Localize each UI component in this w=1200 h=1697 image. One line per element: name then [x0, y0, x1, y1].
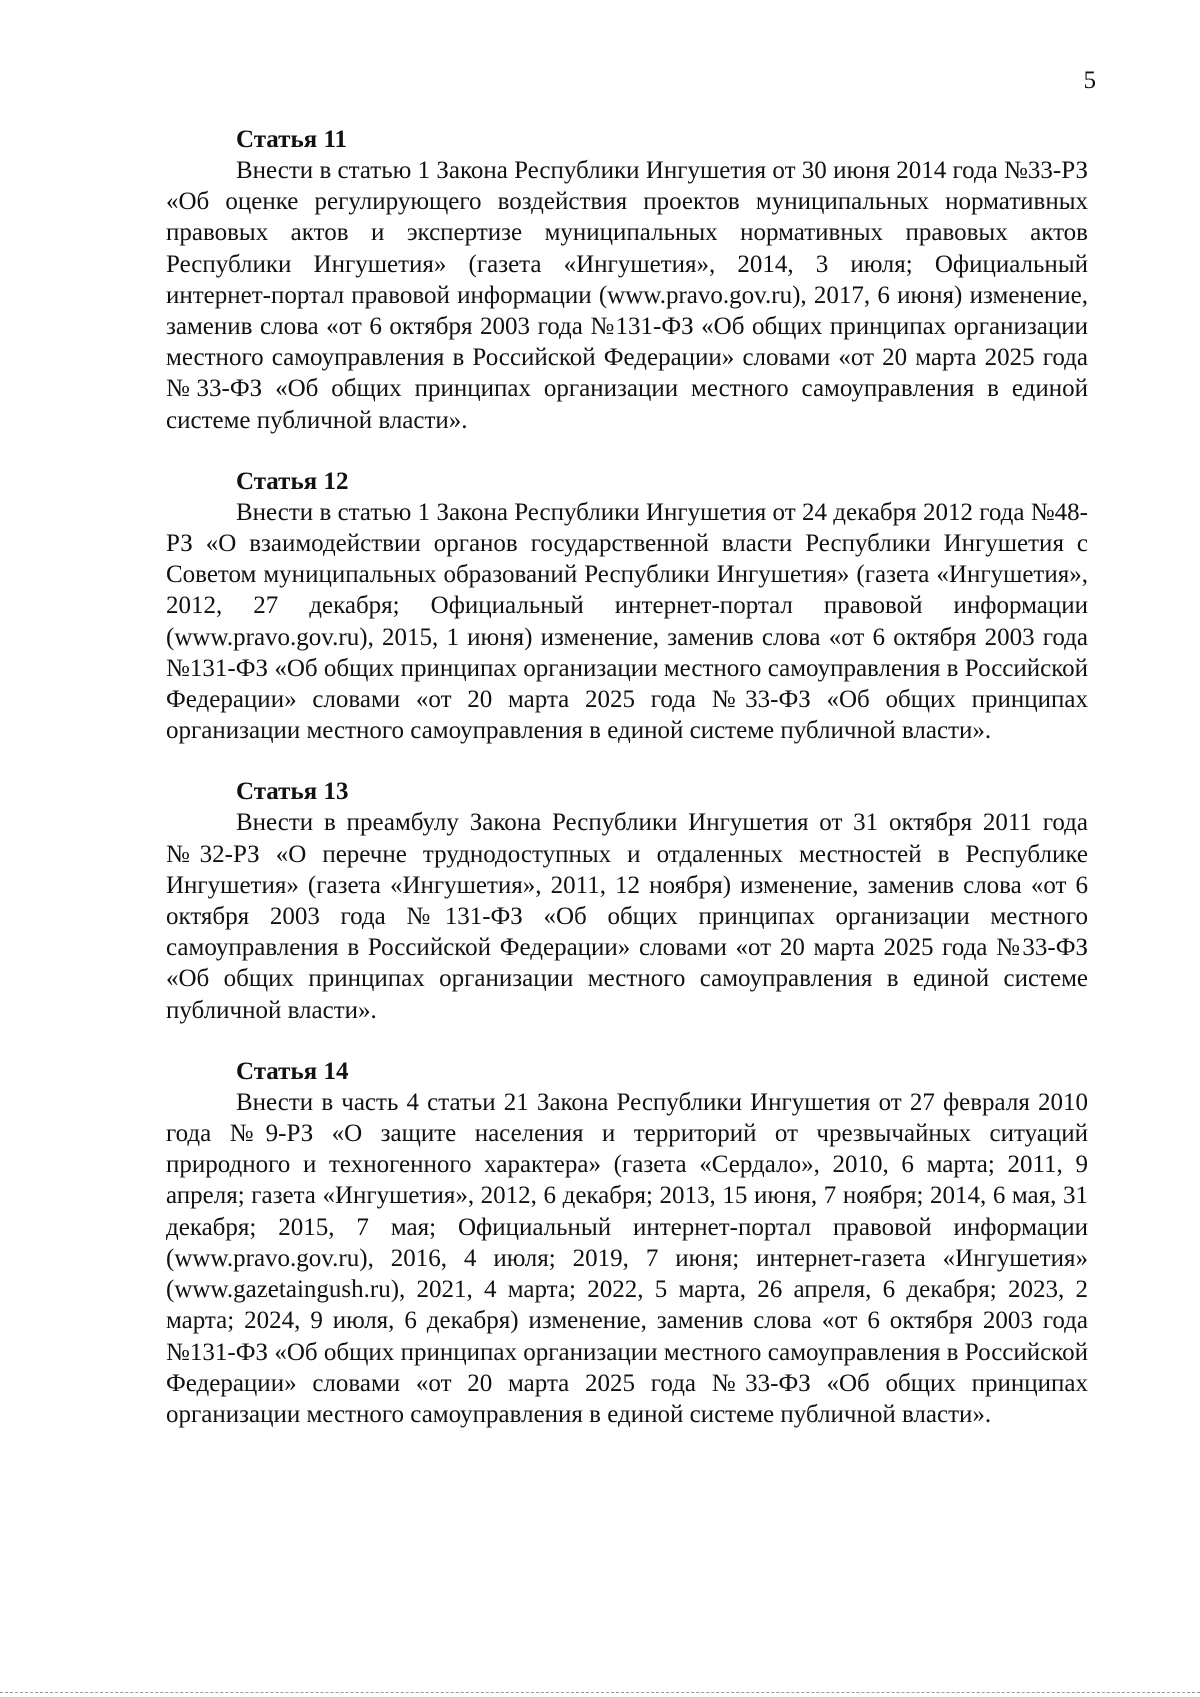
article-text: Внести в часть 4 статьи 21 Закона Республики Ингушетия от 27 февраля 2010 года №9-РЗ «О защите населения и территорий от чрезвычайных ситуаций природного и техногенного характера» (газета «Сердало», 2010, 6 марта; 2011, 9 апреля; газета «Ингушетия», 2012, 6 декабря; 2013, 15 июня, 7 ноября; 2014, 6 мая, 31 декабря; 2015, 7 мая; Официальный интернет-портал правовой информации (www.pravo.gov.ru), 2016, 4 июля; 2019, 7 июня; интернет-газета «Ингушетия» (www.gazetaingush.ru), 2021, 4 марта; 2022, 5 марта, 26 апреля, 6 декабря; 2023, 2 марта; 2024, 9 июля, 6 декабря) изменение, заменив слова «от 6 октября 2003 года №131-ФЗ «Об общих принципах организации местного самоуправления в Российской Федерации» словами «от 20 марта 2025 года №33-ФЗ «Об общих принципах организации местного самоуправления в единой системе публичной власти». — [166, 1088, 1088, 1428]
article-14 — [166, 1056, 1088, 1430]
article-11 — [166, 124, 1088, 436]
article-text: Внести в преамбулу Закона Республики Ингушетия от 31 октября 2011 года №32-РЗ «О перечне труднодоступных и отдаленных местностей в Республике Ингушетия» (газета «Ингушетия», 2011, 12 ноября) изменение, заменив слова «от 6 октября 2003 года №131-ФЗ «Об общих принципах организации местного самоуправления в Российской Федерации» словами «от 20 марта 2025 года №33-ФЗ «Об общих принципах организации местного самоуправления в единой системе публичной власти». — [166, 809, 1088, 1024]
article-title: Статья 11 — [236, 126, 348, 153]
document-body — [166, 124, 1088, 1430]
article-13 — [166, 776, 1088, 1025]
article-title: Статья 13 — [236, 778, 349, 806]
article-title: Статья 12 — [236, 467, 349, 495]
scan-bottom-edge — [0, 1692, 1200, 1693]
page-number: 5 — [1083, 67, 1096, 94]
article-12 — [166, 466, 1088, 747]
article-title: Статья 14 — [236, 1057, 349, 1085]
article-text: Внести в статью 1 Закона Республики Ингушетия от 30 июня 2014 года №33-РЗ «Об оценке регулирующего воздействия проектов муниципальных нормативных правовых актов и экспертизе муниципальных нормативных правовых актов Республики Ингушетия» (газета «Ингушетия», 2014, 3 июля; Официальный интернет-портал правовой информации (www.pravo.gov.ru), 2017, 6 июня) изменение, заменив слова «от 6 октября 2003 года №131-ФЗ «Об общих принципах организации местного самоуправления в Российской Федерации» словами «от 20 марта 2025 года №33-ФЗ «Об общих принципах организации местного самоуправления в единой системе публичной власти». — [166, 157, 1088, 434]
article-text: Внести в статью 1 Закона Республики Ингушетия от 24 декабря 2012 года №48-РЗ «О взаимодействии органов государственной власти Республики Ингушетия с Советом муниципальных образований Республики Ингушетия» (газета «Ингушетия», 2012, 27 декабря; Официальный интернет-портал правовой информации (www.pravo.gov.ru), 2015, 1 июня) изменение, заменив слова «от 6 октября 2003 года №131-ФЗ «Об общих принципах организации местного самоуправления в Российской Федерации» словами «от 20 марта 2025 года №33-ФЗ «Об общих принципах организации местного самоуправления в единой системе публичной власти». — [166, 498, 1088, 745]
